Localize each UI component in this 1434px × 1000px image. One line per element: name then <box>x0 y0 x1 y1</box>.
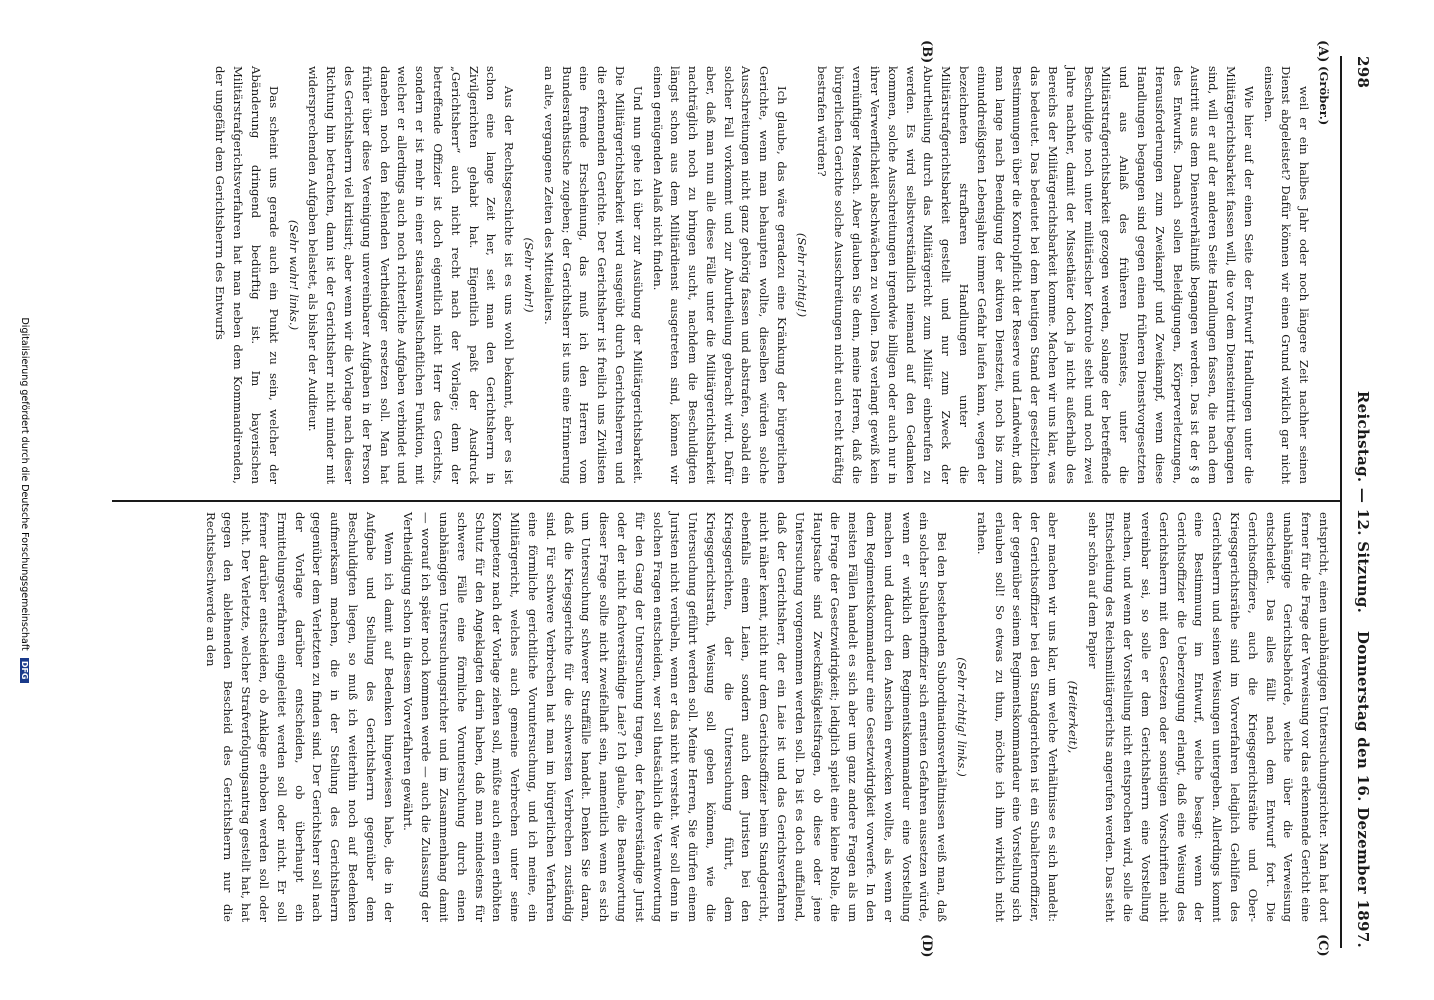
funding-note: Digitalisierung gefördert durch die Deutsche Forschungsgemeinschaft <box>19 317 30 651</box>
page-header <box>1348 56 1376 948</box>
paragraph: entspricht, einen unabhängigen Untersuchungsrichter. Man hat dort ferner für die Frage der Verweisung vor das erkennende Gericht eine unabhängige Gerichtsbehörde, welche über die Verweisung entscheidet. Das alles fällt nach dem Entwurf fort. Die Gerichtsoffiziere, auch die Kriegsgerichtsräthe und Ober-Kriegsgerichtsräthe sind im Vorverfahren lediglich Gehilfen des Gerichtsherrn und seinen Weisungen untergeben. Allerdings kommt eine Bestimmung im Entwurf, welche besagt: wenn der Gerichtsoffizier die Ueberzeugung erlangt, daß eine Weisung des Gerichtsherrn mit den Gesetzen oder sonstigen Vorschriften nicht vereinbar sei, so solle er dem Gerichtsherrn eine Vorstellung machen, und wenn der Vorstellung nicht entsprochen wird, solle die Entscheidung des Reichsmilitärgerichts angerufen werden. Das steht sehr schön auf dem Papier <box>1085 512 1331 922</box>
interjection: (Sehr richtig!) <box>794 232 809 318</box>
margin-marker-c: (C) <box>1315 934 1330 957</box>
header-rule <box>1340 56 1342 948</box>
paragraph: Wenn ich damit auf Bedenken hingewiesen habe, die in der Aufgabe und Stellung des Gerichtsherrn gegenüber dem Beschuldigten liegen, so muß ich weiterhin noch auf Bedenken aufmerksam machen, die in der Stellung des Gerichtsherrn gegenüber dem Verletzten zu finden sind. Der Gerichtsherr soll nach der Vorlage darüber entscheiden, ob überhaupt ein Ermittelungsverfahren eingeleitet werden soll oder nicht. Er soll ferner darüber entscheiden, ob Anklage erhoben werden soll oder nicht. Der Verletzte, welcher Strafverfolgungsantrag gestellt hat, hat gegen den ablehnenden Bescheid des Gerichtsherrn nur die Rechtsbeschwerde an den <box>203 512 396 922</box>
session-title: Reichstag. — 12. Sitzung. <box>1354 390 1372 614</box>
page-number: 298 <box>1354 56 1372 89</box>
interjection: (Heiterkeit), <box>1065 680 1080 754</box>
interjection: (Sehr wahr!) <box>521 237 536 313</box>
column-divider <box>112 500 1342 502</box>
paragraph: Das scheint uns gerade auch ein Punkt zu sein, welcher der Abänderung dringend bedürftig ist. Im bayerischen Militärstrafgerichtsverfahren hat man neben dem Kommandirenden, der ungefähr dem Gerichtsherrn des Entwurfs <box>213 66 281 484</box>
interjection: (Sehr wahr! links.) <box>286 219 301 331</box>
speaker-name: (Gröber.) <box>1317 66 1331 126</box>
paragraph: Aus der Rechtsgeschichte ist es uns wohl bekannt, aber es ist schon eine lange Zeit her, seit man den Gerichtsherrn in Zivilgerichten gehabt hat. Eigentlich paßt der Ausdruck „Gerichtsherr“ auch nicht recht nach der Vorlage; denn der betreffende Offizier ist doch eigentlich nicht Herr des Gerichts, sondern er ist mehr in einer staatsanwaltschaftlichen Funktion, mit welcher er allerdings auch noch richterliche Aufgaben verbindet und daneben noch den fehlenden Vertheidiger ersetzen soll. Man hat früher über diese Vereinigung unvereinbarer Aufgaben in der Person des Gerichtsherrn viel kritisirt; aber wenn wir die Vorlage nach dieser Richtung hin betrachten, dann ist der Gerichtsherr nicht minder mit widersprechenden Aufgaben belastet, als bisher der Auditeur. <box>306 66 517 484</box>
paragraph: weil er ein halbes Jahr oder noch längere Zeit nachher seinen Dienst abgeleistet? Dafür können wir einen Grund wirklich gar nicht einsehen. <box>1261 66 1312 484</box>
interjection: (Sehr richtig! links.) <box>955 657 970 777</box>
session-date: Donnerstag den 16. Dezember 1897. <box>1354 630 1372 948</box>
page-footer <box>19 0 30 1000</box>
left-column <box>209 66 1332 484</box>
margin-marker-d: (D) <box>919 934 934 958</box>
right-column <box>199 512 1332 922</box>
margin-marker-b: (B) <box>919 40 934 64</box>
paragraph: Ich glaube, das wäre geradezu eine Kränkung der bürgerlichen Gerichte, wenn man behaupten wollte, dieselben würden solche Ausschreitungen nicht ganz gehörig fassen und abstrafen, sobald ein solcher Fall vorkommt und zur Aburtheilung gebracht wird. Dafür aber, daß man nun alle diese Fälle unter die Militärgerichtsbarkeit nachträglich noch zu bringen sucht, nachdem die Beschuldigten längst schon aus dem Militärdienst ausgetreten sind, können wir einen genügenden Anlaß nicht finden. <box>650 66 790 484</box>
paragraph: Und nun gehe ich über zur Ausübung der Militärgerichtsbarkeit. Die Militärgerichtsbarkeit wird ausgeübt durch Gerichtsherren und die erkennenden Gerichte. Der Gerichtsherr ist freilich uns Zivilisten eine fremde Erscheinung, das muß ich den Herren vom Bundesrathstische zugeben; der Gerichtsherr ist uns eine Erinnerung an alte, vergangene Zeiten des Mittelalters. <box>541 66 645 484</box>
paragraph: Wie hier auf der einen Seite der Entwurf Handlungen unter die Militärgerichtsbarkeit fassen will, die vor dem Diensteintritt begangen sind, will er auf der anderen Seite Handlungen fassen, die nach dem Austritt aus dem Dienstverhältniß begangen werden. Das ist der § 8 des Entwurfs. Danach sollen Beleidigungen, Körperverletzungen, Herausforderungen zum Zweikampf und Zweikampf, wenn diese Handlungen begangen sind gegen einen früheren Dienstvorgesetzten und aus Anlaß des früheren Dienstes, unter die Militärstrafgerichtsbarkeit gezogen werden, solange der betreffende Beschuldigte noch unter militärischer Kontrole steht und noch zwei Jahre nachher, damit der Missethäter doch ja nicht außerhalb des Bereichs der Militärgerichtsbarkeit komme. Machen wir uns klar, was das bedeutet. Das bedeutet bei dem heutigen Stand der gesetzlichen Bestimmungen über die Kontrolpflicht der Reserve und Landwehr, daß man lange nach Beendigung der aktiven Dienstzeit, noch bis zum einunddreißigsten Lebensjahre immer Gefahr laufen kann, wegen der bezeichneten strafbaren Handlungen unter die Militärstrafgerichtsbarkeit gestellt und nur zum Zweck der Aburtheilung durch das Militärgericht zum Militär einberufen zu werden. Es wird selbstverständlich niemand auf den Gedanken kommen, solche Ausschreitungen irgendwie billigen oder auch nur in ihrer Verwerflichkeit abschwächen zu wollen. Das verlangt gewiß kein vernünftiger Mensch. Aber glauben Sie denn, meine Herren, daß die bürgerlichen Gerichte solche Ausschreitungen nicht auch recht kräftig bestrafen würden? <box>814 66 1256 484</box>
paragraph: Bei den bestehenden Subordinationsverhältnissen weiß man, daß ein solcher Subalternoffizier sich ernsten Gefahren aussetzen würde, wenn er wirklich dem Regimentskommandeur eine Vorstellung machen und dadurch den Anschein erwecken wollte, als wenn er dem Regimentskommandeur eine Gesetzwidrigkeit vorwerfe. In den meisten Fällen handelt es sich aber um ganz andere Fragen als um die Frage der Gesetzwidrigkeit; lediglich spielt eine kleine Rolle, die Hauptsache sind Zweckmäßigkeitsfragen, ob diese oder jene Untersuchung vorgenommen werden soll. Da ist es doch auffallend, daß der Gerichtsherr, der ein Laie ist und das Gerichtsverfahren nicht näher kennt, nicht nur dem Gerichtsoffizier beim Standgericht, ebenfalls einem Laien, sondern auch dem Juristen bei den Kriegsgerichten, der die Untersuchung führt, dem Kriegsgerichtsrath, Weisung soll geben können, wie die Untersuchung geführt werden soll. Meine Herren, Sie dürfen einem Juristen nicht verübeln, wenn er das nicht versteht. Wer soll denn in solchen Fragen entscheiden, wer soll thatsächlich die Verantwortung für den Gang der Untersuchung tragen, der fachverständige Jurist oder der nicht fachverständige Laie? Ich glaube, die Beantwortung dieser Frage sollte nicht zweifelhaft sein, namentlich wenn es sich um Untersuchung schwerer Straffälle handelt. Denken Sie daran, daß die Kriegsgerichte für die schwersten Verbrechen zuständig sind. Für schwere Verbrechen hat man im bürgerlichen Verfahren eine förmliche gerichtliche Voruntersuchung, und ich meine, ein Militärgericht, welches auch gemeine Verbrechen unter seine Kompetenz nach der Vorlage ziehen soll, müßte auch einen erhöhten Schutz für den Angeklagten darin haben, daß man mindestens für schwere Fälle eine förmliche Voruntersuchung durch einen unabhängigen Untersuchungsrichter und im Zusammenhang damit — worauf ich später noch kommen werde — auch die Zulassung der Vertheidigung schon in diesem Vorverfahren gewährt. <box>401 512 950 922</box>
paragraph: aber machen wir uns klar, um welche Verhältnisse es sich handelt: der Gerichtsoffizier bei den Standgerichten ist ein Subalternoffizier, der gegenüber seinem Regimentskommandeur eine Vorstellung sich erlauben soll! So etwas zu thun, möchte ich ihm wirklich nicht rathen. <box>974 512 1061 922</box>
dfg-logo: DFG <box>20 658 29 683</box>
margin-marker-a: (A) <box>1315 40 1330 63</box>
